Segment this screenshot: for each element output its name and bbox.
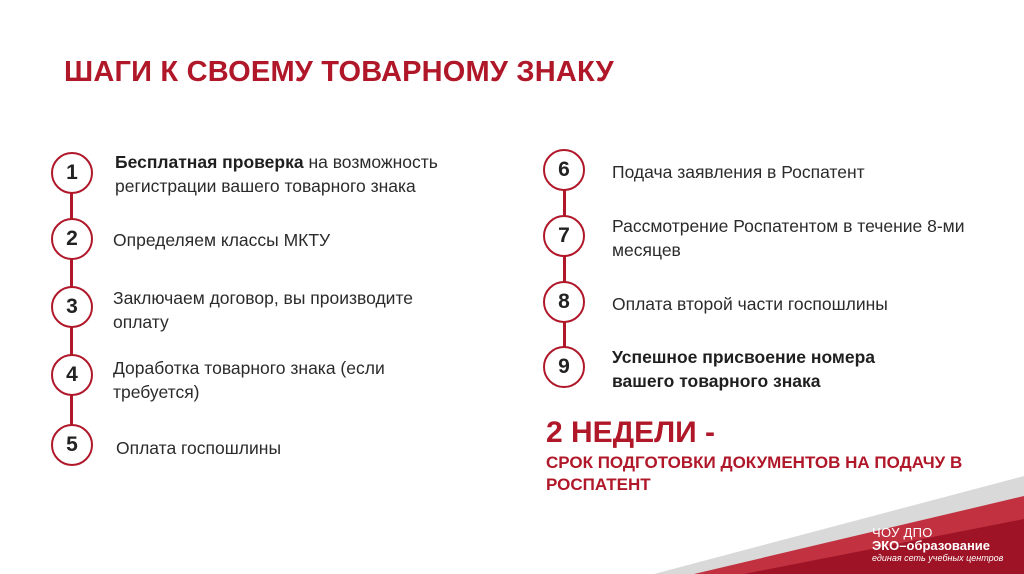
step-label-9: Успешное присвоение номера вашего товарного знака [612,347,876,391]
page-title: ШАГИ К СВОЕМУ ТОВАРНОМУ ЗНАКУ [64,56,614,88]
step-label-3: Заключаем договор, вы производите оплату [113,288,414,332]
step-number-2: 2 [51,218,93,260]
step-label-1-rest: на возможность регистрации вашего товарного знака [115,152,438,196]
step-label-1-bold: Бесплатная проверка [115,152,304,172]
timeline-line-right [563,170,566,370]
step-label-4: Доработка товарного знака (если требуется) [113,358,385,402]
step-label-2: Определяем классы МКТУ [113,230,331,250]
step-number-1: 1 [51,152,93,194]
step-number-6: 6 [543,149,585,191]
step-number-3: 3 [51,286,93,328]
highlight-duration: 2 НЕДЕЛИ - [546,416,716,449]
step-number-9: 9 [543,346,585,388]
step-label-1 [115,150,495,198]
step-label-8: Оплата второй части госпошлины [612,294,888,314]
logo-line-1: ЧОУ ДПО [872,525,933,540]
logo-line-3: единая сеть учебных центров [872,553,1004,563]
logo-line-2: ЭКО–образование [872,538,991,553]
highlight-description: СРОК ПОДГОТОВКИ ДОКУМЕНТОВ НА ПОДАЧУ В РОСПАТЕНТ [546,453,963,494]
step-number-7: 7 [543,215,585,257]
step-label-6: Подача заявления в Роспатент [612,162,865,182]
step-number-4: 4 [51,354,93,396]
step-number-8: 8 [543,281,585,323]
step-label-5: Оплата госпошлины [116,438,282,458]
company-logo [872,526,1003,565]
step-number-5: 5 [51,424,93,466]
step-label-7: Рассмотрение Роспатентом в течение 8-ми месяцев [612,216,965,260]
